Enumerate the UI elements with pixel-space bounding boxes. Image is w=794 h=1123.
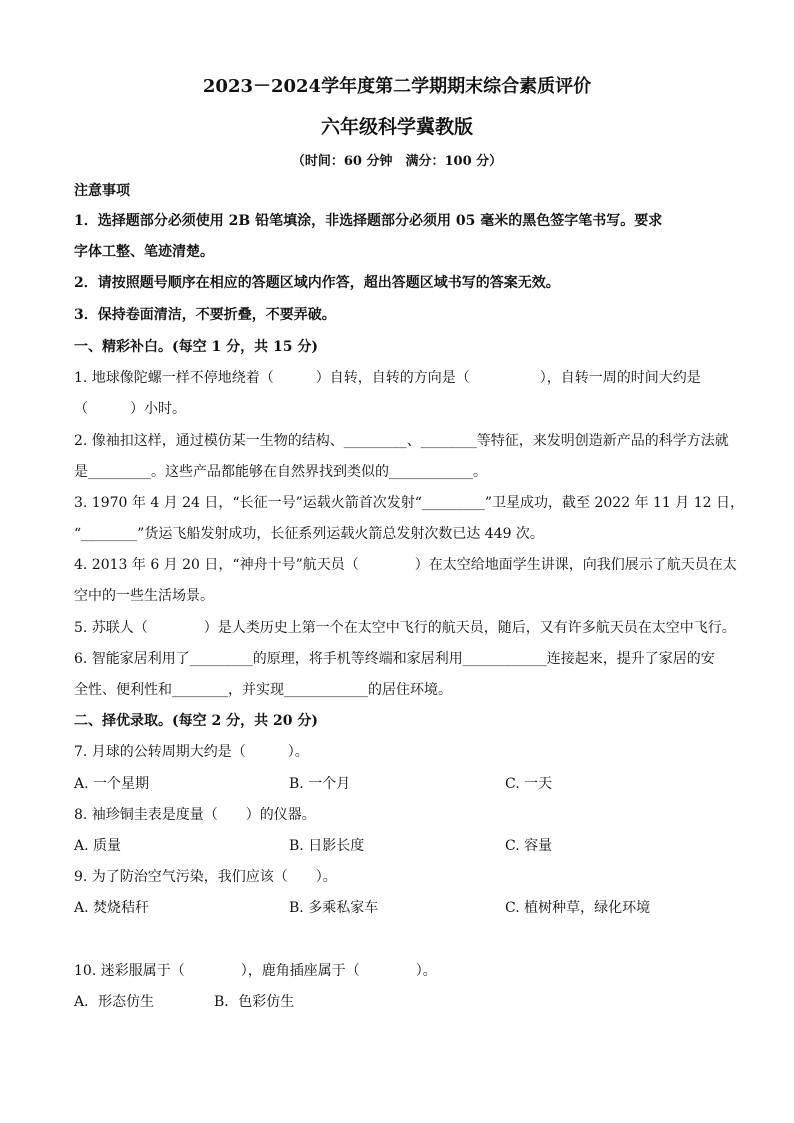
exam-subtitle: 六年级科学冀教版: [320, 116, 473, 138]
notice-item: 2．请按照题号顺序在相应的答题区域内作答，超出答题区域书写的答案无效。: [74, 275, 560, 291]
option-b: B．色彩仿生: [214, 994, 295, 1010]
question-line: 全性、便利性和________，并实现____________的居住环境。: [74, 682, 452, 698]
question-line: 2. 像袖扣这样，通过模仿某一生物的结构、_________、________等特征，来发明创造新产品的科学方法就: [74, 433, 729, 449]
notice-item: 字体工整、笔迹清楚。: [74, 244, 214, 260]
option-a: A. 焚烧秸秆: [74, 900, 150, 916]
option-a: A. 质量: [74, 838, 122, 854]
option-c: C. 容量: [505, 838, 553, 854]
question-stem: 10. 迷彩服属于（ ），鹿角插座属于（ ）。: [74, 963, 437, 979]
option-b: B. 多乘私家车: [289, 900, 379, 916]
exam-title: 2023－2024学年度第二学期期末综合素质评价: [202, 76, 592, 97]
option-c: C. 一天: [505, 776, 553, 792]
option-c: C. 植树种草，绿化环境: [505, 900, 651, 916]
option-a: A．形态仿生: [74, 994, 155, 1010]
question-line: “________”货运飞船发射成功，长征系列运载火箭总发射次数已达 449 次。: [74, 526, 544, 542]
question-stem: 8. 袖珍铜圭表是度量（ ）的仪器。: [74, 807, 316, 823]
question-stem: 9. 为了防治空气污染，我们应该（ ）。: [74, 869, 337, 885]
option-b: B. 一个月: [289, 776, 351, 792]
question-line: 空中的一些生活场景。: [74, 588, 214, 604]
question-stem: 7. 月球的公转周期大约是（ ）。: [74, 744, 309, 760]
question-line: 6. 智能家居利用了_________的原理，将手机等终端和家居利用____________连接起来，提升了家居的安: [74, 651, 715, 667]
section1-heading: 一、精彩补白。(每空 1 分，共 15 分): [74, 339, 318, 355]
question-line: 3. 1970 年 4 月 24 日，“长征一号”运载火箭首次发射“_________”卫星成功，截至 2022 年 11 月 12 日，: [74, 495, 744, 511]
option-a: A. 一个星期: [74, 776, 150, 792]
exam-info: （时间：60 分钟 满分：100 分）: [291, 154, 503, 169]
notice-item: 3．保持卷面清洁，不要折叠，不要弄破。: [74, 307, 336, 323]
question-line: 5. 苏联人（ ）是人类历史上第一个在太空中飞行的航天员，随后，又有许多航天员在太空中飞行。: [74, 620, 736, 636]
question-line: 是_________。这些产品都能够在自然界找到类似的____________。: [74, 464, 487, 480]
question-line: 1. 地球像陀螺一样不停地绕着（ ）自转，自转的方向是（ ），自转一周的时间大约是: [74, 370, 701, 386]
question-line: （ ）小时。: [74, 401, 186, 417]
notice-item: 1．选择题部分必须使用 2B 铅笔填涂，非选择题部分必须用 05 毫米的黑色签字笔书写。要求: [74, 213, 663, 229]
option-b: B. 日影长度: [289, 838, 365, 854]
section2-heading: 二、择优录取。(每空 2 分，共 20 分): [74, 713, 318, 729]
question-line: 4. 2013 年 6 月 20 日，“神舟十号”航天员（ ）在太空给地面学生讲课，向我们展示了航天员在太: [74, 557, 737, 573]
notice-heading: 注意事项: [74, 183, 130, 199]
